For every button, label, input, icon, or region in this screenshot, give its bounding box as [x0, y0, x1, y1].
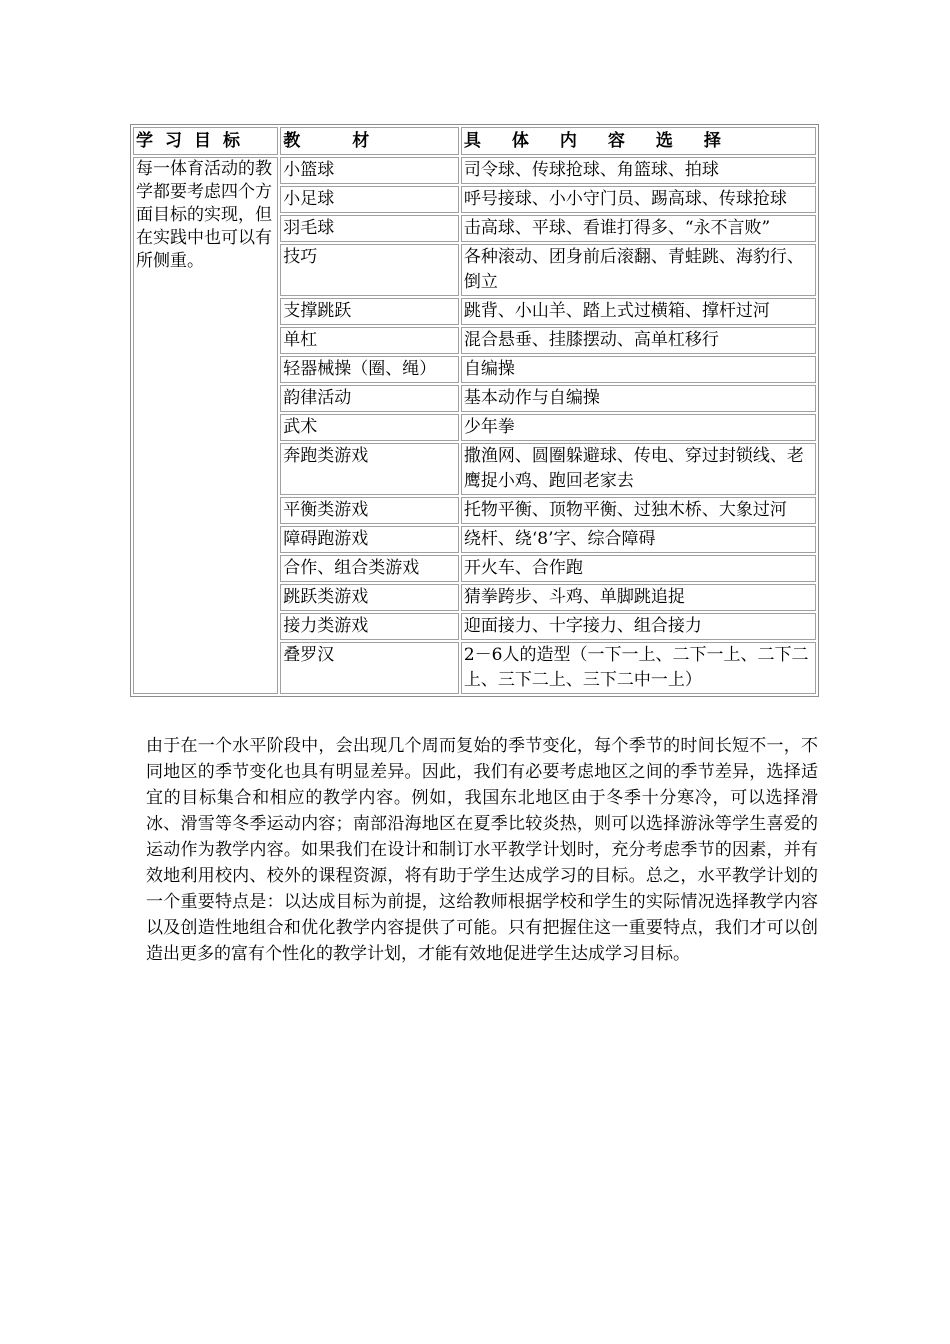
content-cell: 基本动作与自编操 — [461, 385, 816, 412]
content-cell: 托物平衡、顶物平衡、过独木桥、大象过河 — [461, 497, 816, 524]
table-header-row — [133, 127, 816, 155]
material-cell: 单杠 — [280, 327, 459, 354]
body-paragraph: 由于在一个水平阶段中，会出现几个周而复始的季节变化，每个季节的时间长短不一，不同地区的季节变化也具有明显差异。因此，我们有必要考虑地区之间的季节差异，选择适宜的目标集合和相应的教学内容。例如，我国东北地区由于冬季十分寒冷，可以选择滑冰、滑雪等冬季运动内容；南部沿海地区在夏季比较炎热，则可以选择游泳等学生喜爱的运动作为教学内容。如果我们在设计和制订水平教学计划时，充分考虑季节的因素，并有效地利用校内、校外的课程资源，将有助于学生达成学习的目标。总之，水平教学计划的一个重要特点是：以达成目标为前提，这给教师根据学校和学生的实际情况选择教学内容以及创造性地组合和优化教学内容提供了可能。只有把握住这一重要特点，我们才可以创造出更多的富有个性化的教学计划，才能有效地促进学生达成学习目标。 — [146, 736, 818, 964]
content-cell: 撒渔网、圆圈躲避球、传电、穿过封锁线、老鹰捉小鸡、跑回老家去 — [461, 443, 816, 495]
header-content-choice: 具体内容选择 — [461, 127, 816, 155]
content-cell: 迎面接力、十字接力、组合接力 — [461, 613, 816, 640]
content-cell: 开火车、合作跑 — [461, 555, 816, 582]
material-cell: 叠罗汉 — [280, 642, 459, 694]
material-cell: 支撑跳跃 — [280, 298, 459, 325]
content-cell: 少年拳 — [461, 414, 816, 441]
material-cell: 合作、组合类游戏 — [280, 555, 459, 582]
material-cell: 小足球 — [280, 186, 459, 213]
header-learning-goal: 学习目标 — [133, 127, 278, 155]
material-cell: 接力类游戏 — [280, 613, 459, 640]
material-cell: 轻器械操（圈、绳） — [280, 356, 459, 383]
content-cell: 2－6人的造型（一下一上、二下一上、二下二上、三下二上、三下二中一上） — [461, 642, 816, 694]
content-cell: 司令球、传球抢球、角篮球、拍球 — [461, 157, 816, 184]
content-cell: 自编操 — [461, 356, 816, 383]
material-cell: 障碍跑游戏 — [280, 526, 459, 553]
content-cell: 跳背、小山羊、踏上式过横箱、撑杆过河 — [461, 298, 816, 325]
material-cell: 奔跑类游戏 — [280, 443, 459, 495]
material-cell: 羽毛球 — [280, 215, 459, 242]
header-material: 教材 — [280, 127, 459, 155]
content-cell: 绕杆、绕‘8’字、综合障碍 — [461, 526, 816, 553]
material-cell: 小篮球 — [280, 157, 459, 184]
material-cell: 技巧 — [280, 244, 459, 296]
content-cell: 各种滚动、团身前后滚翻、青蛙跳、海豹行、倒立 — [461, 244, 816, 296]
material-cell: 跳跃类游戏 — [280, 584, 459, 611]
material-cell: 平衡类游戏 — [280, 497, 459, 524]
content-cell: 混合悬垂、挂膝摆动、高单杠移行 — [461, 327, 816, 354]
material-cell: 武术 — [280, 414, 459, 441]
content-cell: 呼号接球、小小守门员、踢高球、传球抢球 — [461, 186, 816, 213]
table-row — [133, 157, 816, 184]
content-table — [130, 124, 819, 697]
goal-cell: 每一体育活动的教学都要考虑四个方面目标的实现，但在实践中也可以有所侧重。 — [133, 157, 278, 694]
content-cell: 猜拳跨步、斗鸡、单脚跳追捉 — [461, 584, 816, 611]
content-cell: 击高球、平球、看谁打得多、“永不言败” — [461, 215, 816, 242]
material-cell: 韵律活动 — [280, 385, 459, 412]
